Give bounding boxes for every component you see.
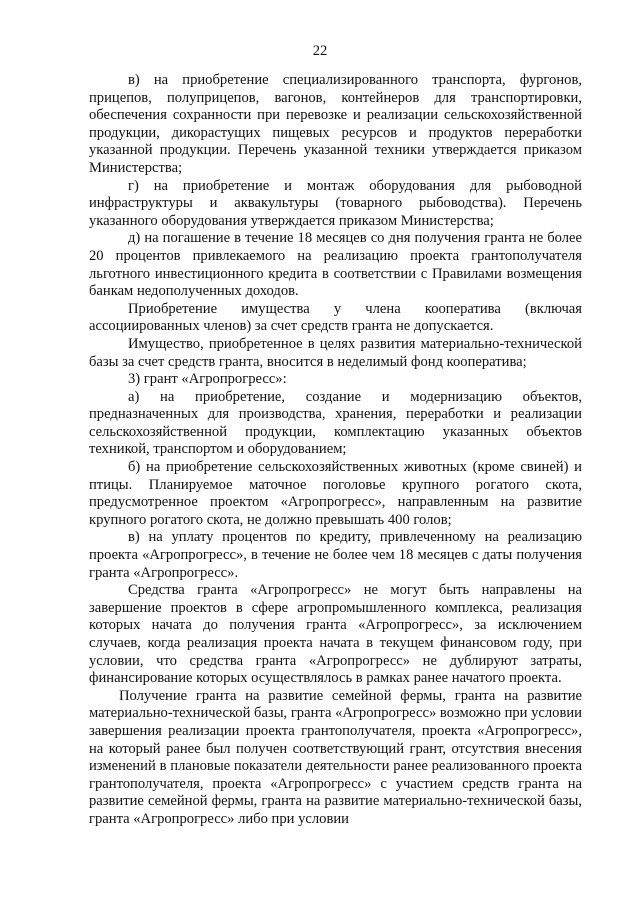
paragraph-g-fish: г) на приобретение и монтаж оборудования для рыбоводной инфраструктуры и аквакультуры (товарного рыбоводства). Перечень указанного оборудования утверждается приказом Министерства; <box>89 177 582 229</box>
paragraph-member-property: Приобретение имущества у члена кооператива (включая ассоциированных членов) за счет средств гранта не допускается. <box>89 300 582 335</box>
paragraph-a-objects: а) на приобретение, создание и модернизацию объектов, предназначенных для производства, хранения, переработки и реализации сельскохозяйственной продукции, комплектацию указанных объектов техникой, транспортом и оборудованием; <box>89 388 582 458</box>
document-body <box>89 72 582 829</box>
page-number: 22 <box>312 43 328 59</box>
paragraph-agroprogress-heading: 3) грант «Агропрогресс»: <box>128 371 287 388</box>
paragraph-funds-restriction: Средства гранта «Агропрогресс» не могут быть направлены на завершение проектов в сфере агропромышленного комплекса, реализация которых начата до получения гранта «Агропрогресс», за исключением случаев, когда реализация проекта начата в текущем финансовом году, при условии, что средства гранта «Агропрогресс» не дублируют затраты, финансирование которых осуществлялось в рамках ранее начатого проекта. <box>89 582 582 687</box>
paragraph-v-transport: в) на приобретение специализированного транспорта, фургонов, прицепов, полуприцепов, вагонов, контейнеров для транспортировки, обеспечения сохранности при перевозке и реализации сельскохозяйственной продукции, дикорастущих пищевых ресурсов и продуктов переработки указанной продукции. Перечень указанной техники утверждается приказом Министерства; <box>89 72 582 176</box>
paragraph-indivisible-fund: Имущество, приобретенное в целях развития материально-технической базы за счет средств гранта, вносится в неделимый фонд кооператива; <box>89 335 582 370</box>
paragraph-d-credit: д) на погашение в течение 18 месяцев со дня получения гранта не более 20 процентов привлекаемого на реализацию проекта грантополучателя льготного инвестиционного кредита в соответствии с Правилами возмещения банкам недополученных доходов. <box>89 230 582 300</box>
paragraph-b-animals: б) на приобретение сельскохозяйственных животных (кроме свиней) и птицы. Планируемое маточное поголовье крупного рогатого скота, предусмотренное проектом «Агропрогресс», направленным на развитие крупного рогатого скота, не должно превышать 400 голов; <box>89 459 582 528</box>
paragraph-grant-conditions: Получение гранта на развитие семейной фермы, гранта на развитие материально-технической базы, гранта «Агропрогресс» возможно при условии завершения реализации проекта грантополучателя, проекта «Агропрогресс», на который ранее был получен соответствующий грант, отсутствия внесения изменений в плановые показатели деятельности ранее реализованного проекта грантополучателя, проекта «Агропрогресс» с участием средств гранта на развитие семейной фермы, гранта на развитие материально-технической базы, гранта «Агропрогресс» либо при условии <box>89 687 582 827</box>
paragraph-v-interest: в) на уплату процентов по кредиту, привлеченному на реализацию проекта «Агропрогресс», в течение не более чем 18 месяцев с даты получения гранта «Агропрогресс». <box>89 529 582 581</box>
